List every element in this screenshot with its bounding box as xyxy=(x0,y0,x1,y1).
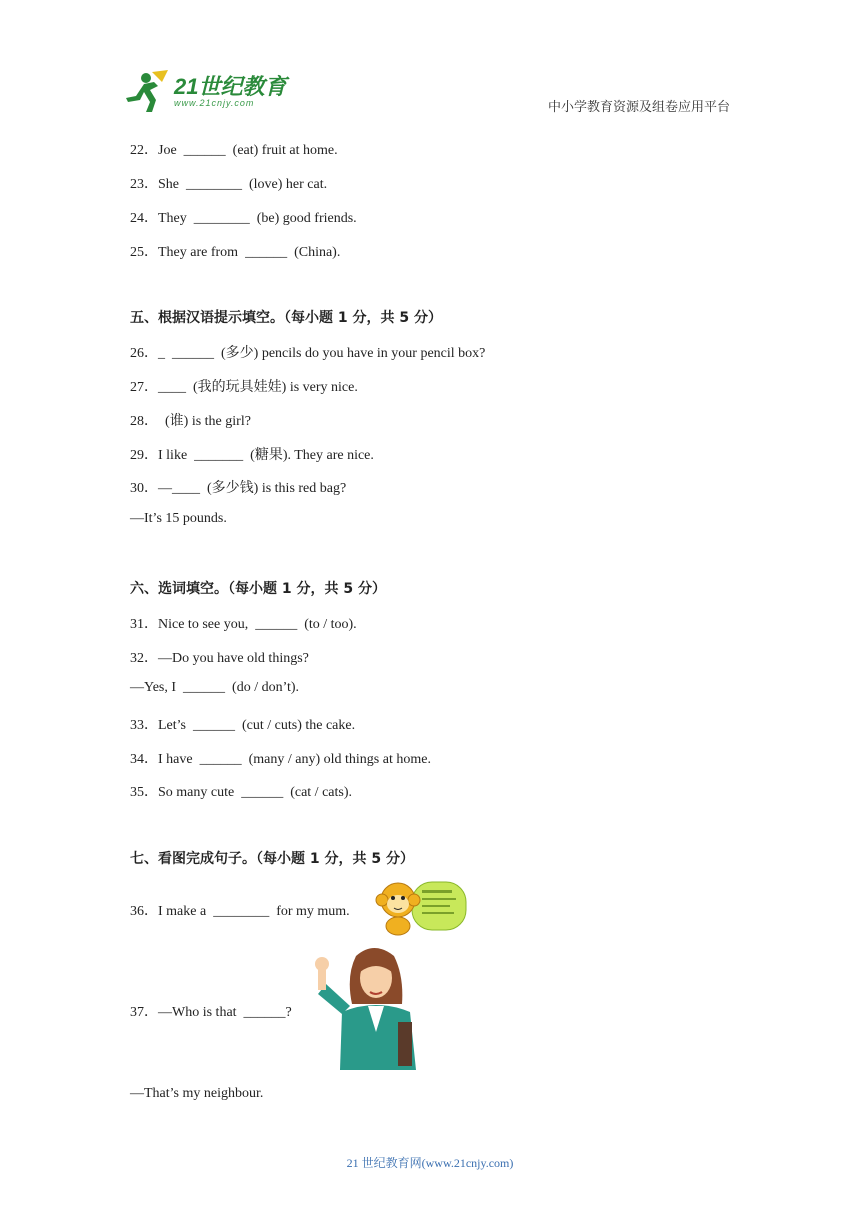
logo xyxy=(122,68,292,114)
question-23: 23．She ________ (love) her cat. xyxy=(130,177,328,192)
header-platform-text: 中小学教育资源及组卷应用平台 xyxy=(548,100,731,115)
question-22: 22．Joe ______ (eat) fruit at home. xyxy=(130,143,338,158)
question-37-answer: —That’s my neighbour. xyxy=(130,1086,264,1101)
section-6-title: 六、选词填空。（每小题 1 分，共 5 分） xyxy=(130,581,386,597)
question-30-answer: —It’s 15 pounds. xyxy=(130,511,227,526)
runner-icon xyxy=(122,68,174,114)
question-37: 37．—Who is that ______? xyxy=(130,1005,292,1020)
question-34: 34．I have ______ (many / any) old things at home. xyxy=(130,752,431,767)
woman-waving-picture xyxy=(312,942,424,1070)
question-26: 26．_ ______ (多少) pencils do you have in your pencil box? xyxy=(130,346,486,361)
monkey-card-picture xyxy=(372,878,468,936)
question-24: 24．They ________ (be) good friends. xyxy=(130,211,357,226)
section-5-title: 五、根据汉语提示填空。（每小题 1 分，共 5 分） xyxy=(130,310,442,326)
question-27: 27．____ (我的玩具娃娃) is very nice. xyxy=(130,380,358,395)
question-28: 28． (谁) is the girl? xyxy=(130,414,251,429)
question-32: 32．—Do you have old things? xyxy=(130,651,309,666)
question-30: 30．—____ (多少钱) is this red bag? xyxy=(130,481,347,496)
question-31: 31．Nice to see you, ______ (to / too). xyxy=(130,617,357,632)
question-32-answer: —Yes, I ______ (do / don’t). xyxy=(130,680,300,695)
question-36: 36．I make a ________ for my mum. xyxy=(130,904,350,919)
question-35: 35．So many cute ______ (cat / cats). xyxy=(130,785,353,800)
footer-text: 21 世纪教育网(www.21cnjy.com) xyxy=(346,1156,514,1170)
logo-url: www.21cnjy.com xyxy=(174,98,255,108)
question-25: 25．They are from ______ (China). xyxy=(130,245,341,260)
section-7-title: 七、看图完成句子。（每小题 1 分，共 5 分） xyxy=(130,851,414,867)
logo-text: 21世纪教育 xyxy=(174,74,287,99)
question-33: 33．Let’s ______ (cut / cuts) the cake. xyxy=(130,718,356,733)
question-29: 29．I like _______ (糖果). They are nice. xyxy=(130,448,374,463)
